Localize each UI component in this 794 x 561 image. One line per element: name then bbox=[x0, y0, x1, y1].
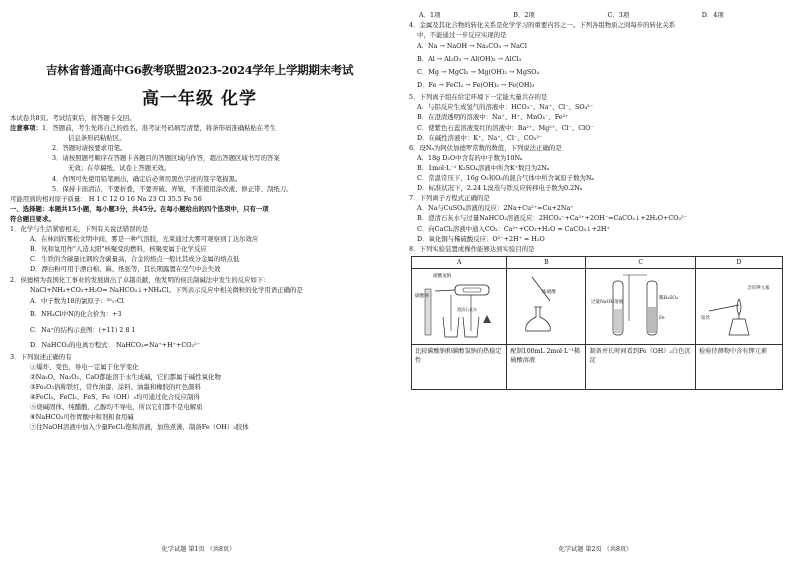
q7-option: B．澄清石灰水与过量NaHCO₃溶液反应：2HCO₃⁻+Ca²⁺+2OH⁻=CaCO₃↓+2H₂O+CO₃²⁻ bbox=[417, 214, 688, 223]
q1-option: C．生铁的含碳量比钢的含碳量高，合金的熔点一般比其成分金属的熔点低 bbox=[30, 255, 240, 264]
volumetric-flask-icon bbox=[510, 271, 570, 339]
question-2: 2．侯德榜为我国化工事业的发展做出了卓越贡献，他发明的侯氏制碱法中发生的反应如下： bbox=[10, 275, 270, 284]
q1-option: B．氘和氚用作"人造太阳"核聚变的燃料，核聚变属于化学反应 bbox=[30, 245, 207, 254]
heating-apparatus-icon bbox=[415, 271, 501, 339]
question-4: 4．金属及其化合物的转化关系是化学学习的重要内容之一。下列各组物质之间每步的转化关系 bbox=[409, 21, 676, 30]
q6-option: A．18g D₂O中含有的中子数为10Nₐ bbox=[417, 153, 523, 162]
question-6: 6．设Nₐ为阿伏加德罗常数的数值，下列说法正确的是 bbox=[409, 143, 562, 152]
apparatus-a-label-1: 碳酸氢钠 bbox=[433, 273, 452, 279]
q5-option: C．使紫色石蕊溶液变红的溶液中：Ba²⁺、Mg²⁺、Cl⁻、ClO⁻ bbox=[417, 123, 594, 132]
q6-option: D．标准状况下，2.24 L溴蒸与铁反应转移电子数为0.2Nₐ bbox=[417, 184, 583, 193]
flame-test-icon bbox=[699, 271, 779, 339]
experiment-d-purpose: 检验待测物中含有钾元素 bbox=[695, 344, 782, 389]
q7-option: D．氧化铜与稀硫酸反应：O²⁻+2H⁺ = H₂O bbox=[417, 234, 545, 243]
apparatus-c-label-3: Fe bbox=[659, 315, 666, 321]
q5-option: B．在澄清透明的溶液中：Na⁺、H⁺、MnO₄⁻、Fe²⁺ bbox=[417, 113, 569, 122]
q3-option-d: D．4项 bbox=[701, 11, 724, 19]
question-8: 8．下列实验装置或操作能够达到实验目的是 bbox=[409, 244, 535, 253]
q2-option: A．中子数为18的氯原子：³⁵₁₇Cl bbox=[30, 296, 124, 305]
notes-label: 注意事项： bbox=[10, 124, 42, 133]
q1-option: A．在林间的雾松文明中间，雾是一种气溶胶，光束通过大雾可观察到丁达尔效应 bbox=[30, 235, 259, 244]
q1-option: D．漂白粉可用于漂白棉、麻、纸张等，其长期露置在空气中会失效 bbox=[30, 265, 221, 274]
right-page bbox=[397, 0, 794, 561]
q4-option: D．Fe → FeCl₂ → Fe(OH)₂ → Fe(OH)₃ bbox=[417, 81, 535, 90]
q3-item: ②Na₂O、Na₂O₂、CaO都能溶于水生成碱，它们都属于碱性氧化物 bbox=[30, 372, 221, 381]
q3-option-c: C．3项 bbox=[607, 11, 630, 19]
question-4-cont: 中，不能通过一步反应实现的是 bbox=[417, 31, 507, 40]
apparatus-d bbox=[695, 268, 782, 344]
question-5: 5．下列离子组在给定环境下一定能大量共存的是 bbox=[409, 93, 548, 102]
question-3: 3．下列叙述正确的有 bbox=[10, 352, 72, 361]
q4-option: B．Al → Al₂O₃ → Al(OH)₃ → AlCl₃ bbox=[417, 55, 522, 64]
page-footer-1: 化学试题 第1页 （共8页） bbox=[161, 546, 236, 553]
table-header-c: C bbox=[586, 256, 696, 268]
exam-subtitle: 高一年级 化学 bbox=[142, 89, 257, 109]
page-footer-2: 化学试题 第2页 （共8页） bbox=[558, 546, 633, 553]
question-7: 7．下列离子方程式正确的是 bbox=[409, 194, 490, 203]
q3-option-a: A．1项 bbox=[419, 11, 441, 19]
section1-heading-2: 符合题目要求。 bbox=[10, 214, 55, 223]
q3-options bbox=[409, 10, 786, 20]
apparatus-a-label-2: 碳酸钠 bbox=[415, 293, 429, 299]
experiment-a-purpose: 比较碳酸钠和碳酸氢钠的热稳定性 bbox=[412, 344, 507, 389]
q2-option: B．NH₄Cl中N的化合价为：+3 bbox=[30, 309, 122, 318]
q3-option-b: B．2项 bbox=[513, 11, 535, 19]
q7-option: A．Na与CuSO₄溶液的反应：2Na+Cu²⁺=Cu+2Na⁺ bbox=[417, 204, 574, 213]
experiment-table bbox=[411, 256, 783, 390]
q6-option: C．常温常压下，16g O₂和O₃的混合气体中所含氧原子数为Nₐ bbox=[417, 174, 595, 183]
notes-line-5: 无效；在草稿纸、试卷上答题无效。 bbox=[68, 164, 171, 173]
q4-option: C．Mg → MgCl₂ → Mg(OH)₂ → MgSO₄ bbox=[417, 68, 540, 77]
q3-item: ⑥NaHCO₃可作胃酸中和剂和食用碱 bbox=[30, 413, 134, 422]
notes-line-1: 注意事项：1．答题前，考生先将自己的姓名、准考证号码填写清楚，将条形码准确粘贴在考生 bbox=[10, 124, 277, 133]
notes-line-7: 5．保持卡面清洁，不要折叠，不要弄破、弄皱，不准使用涂改液、修正带、刮纸刀。 bbox=[52, 184, 293, 193]
apparatus-a-label-3: 澄清石灰水 bbox=[457, 306, 477, 312]
q6-option: B．1mol·L⁻¹ K₂SO₄溶液中所含K⁺数目为2Nₐ bbox=[417, 163, 550, 172]
question-1: 1．化学与生活紧密相关，下列有关说法错误的是 bbox=[10, 225, 149, 234]
question-2-equation: NaCl+NH₃+CO₂+H₂O= NaHCO₃↓+NH₄Cl。下列表示反应中相关微粒的化学用语正确的是 bbox=[30, 285, 303, 294]
q3-item: ⑦往NaOH溶液中加入少量FeCl₃饱和溶液，加热煮沸，制备Fe（OH）₃胶体 bbox=[30, 423, 249, 432]
apparatus-c-label-2: 稀H₂SO₄ bbox=[659, 295, 679, 301]
q2-option: D．NaHCO₃的电离方程式： NaHCO₃=Na⁺+H⁺+CO₃²⁻ bbox=[30, 340, 201, 349]
q5-option: D．在碱性溶液中：K⁺、Na⁺、Cl⁻、CO₃²⁻ bbox=[417, 133, 543, 142]
intro-text: 本试卷共8页。考试结束后，将答题卡交回。 bbox=[10, 114, 136, 122]
apparatus-b bbox=[507, 268, 586, 344]
apparatus-b-label: 浓硫酸 bbox=[542, 289, 557, 295]
atomic-masses: 可能用到的相对原子质量： H 1 C 12 O 16 Na 23 Cl 35.5 Fe 56 bbox=[10, 194, 202, 203]
q5-option: A．与铝反应生成氢气的溶液中：HCO₃⁻、Na⁺、Cl⁻、SO₄²⁻ bbox=[417, 103, 594, 112]
table-header-d: D bbox=[695, 256, 782, 268]
test-tube-icon bbox=[589, 271, 689, 339]
q2-option: C．Na⁺的结构示意图：(+11) 2 8 1 bbox=[30, 325, 136, 334]
notes-line-6: 4．作图可先使用铅笔画出，确定后必须用黑色字迹的签字笔描黑。 bbox=[52, 174, 242, 183]
apparatus-d-label-2: 含有钾元素 bbox=[746, 285, 770, 291]
table-header-a: A bbox=[412, 256, 507, 268]
q7-option: C．向CaCl₂溶液中通入CO₂：Ca²⁺+CO₂+H₂O = CaCO₃↓+2H⁺ bbox=[417, 224, 610, 233]
apparatus-c-label-1: 过量NaOH溶液 bbox=[591, 299, 624, 305]
experiment-b-purpose: 配制100mL 2mol·L⁻¹稀硫酸溶液 bbox=[507, 344, 586, 389]
q3-item: ⑤烧碱固体、纯醋酸、乙醇均不导电，所以它们都不是电解质 bbox=[30, 403, 203, 412]
notes-line-4: 3．请按照题号顺序在答题卡各题目的答题区域内作答，超出答题区域书写的答案 bbox=[52, 154, 280, 163]
notes-line-3: 2．答题时请按要求用笔。 bbox=[52, 144, 127, 153]
apparatus-a bbox=[412, 268, 507, 344]
exam-title: 吉林省普通高中G6教考联盟2023-2024学年上学期期末考试 bbox=[45, 63, 354, 77]
apparatus-d-label-1: 铂丝 bbox=[700, 315, 710, 321]
experiment-c-purpose: 制备并长时间看到Fe（OH）₂白色沉淀 bbox=[586, 344, 696, 389]
table-header-b: B bbox=[507, 256, 586, 268]
section1-heading: 一、选择题：本题共15小题，每小题3分，共45分。在每小题给出的四个选项中，只有一项 bbox=[10, 204, 269, 213]
notes-line-2: 信息条形码粘贴区。 bbox=[68, 134, 126, 143]
q3-item: ①爆炸、变色、导电一定属于化学变化 bbox=[30, 362, 139, 371]
apparatus-c bbox=[586, 268, 696, 344]
q3-item: ③Fe₂O₃俗称铁红，常作油漆、涂料、油墨和橡胶的红色颜料 bbox=[30, 382, 201, 391]
q3-item: ④FeCl₃、FeCl₂、FeS、Fe（OH）₃均可通过化合反应制得 bbox=[30, 393, 200, 402]
q4-option: A．Na → NaOH → Na₂CO₃ → NaCl bbox=[417, 42, 527, 51]
